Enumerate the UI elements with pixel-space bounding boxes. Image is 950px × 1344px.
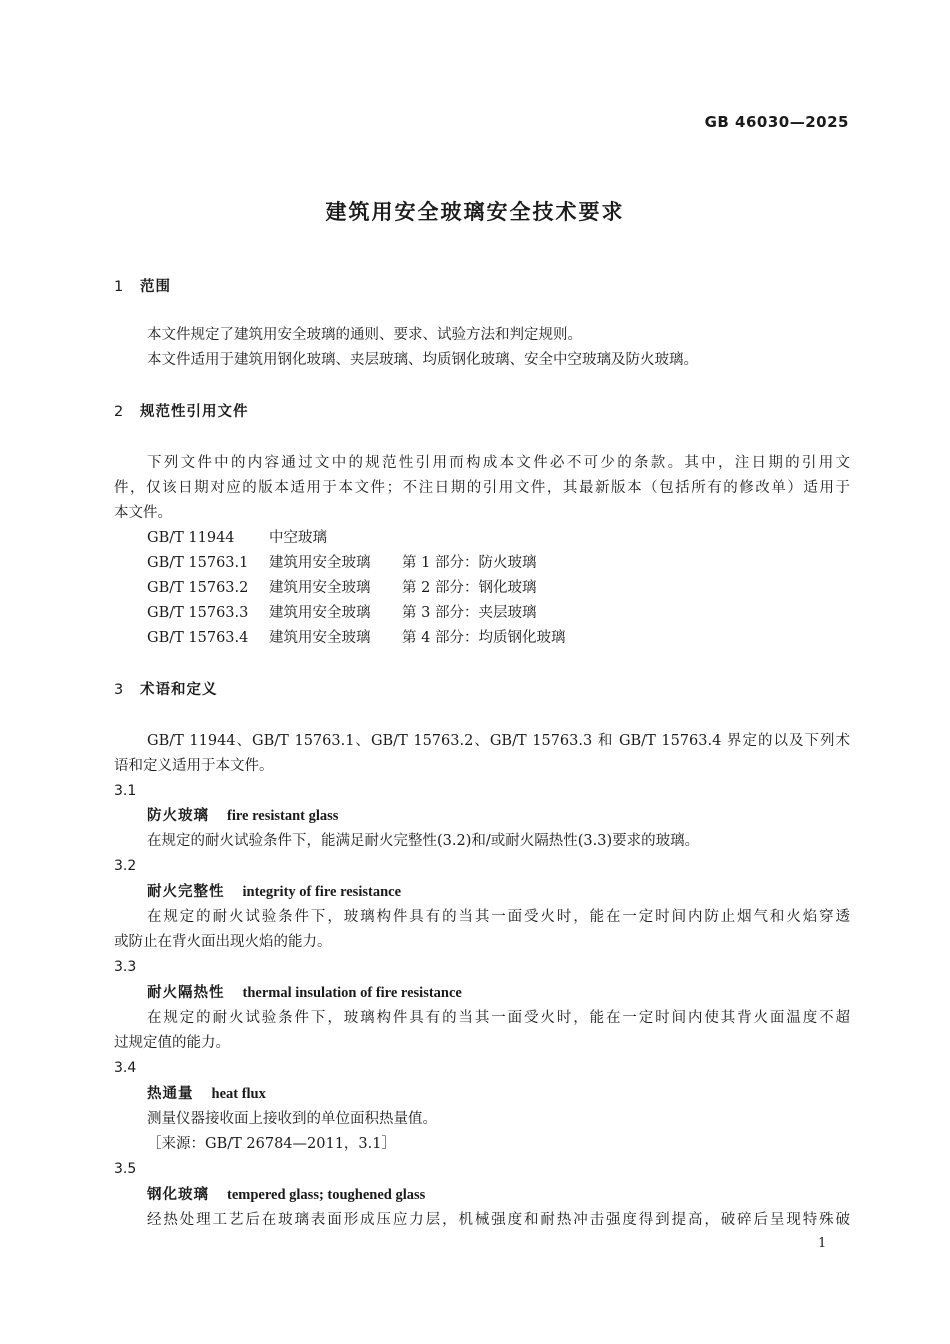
reference-item	[147, 551, 850, 576]
term-english: thermal insulation of fire resistance	[242, 985, 462, 1001]
term-chinese: 耐火完整性	[147, 884, 225, 900]
term-definition: 在规定的耐火试验条件下，玻璃构件具有的当其一面受火时，能在一定时间内使其背火面温度不超	[147, 1010, 850, 1026]
section-2-heading	[114, 400, 850, 425]
term-number: 3.4	[114, 1060, 137, 1076]
paragraph-line: 本文件。	[114, 505, 172, 521]
reference-code: GB/T 11944	[147, 530, 235, 546]
term-chinese: 耐火隔热性	[147, 985, 225, 1001]
section-title: 范围	[140, 279, 171, 295]
term-number: 3.2	[114, 858, 137, 874]
paragraph-line: GB/T 11944、GB/T 15763.1、GB/T 15763.2、GB/T 15763.3 和 GB/T 15763.4 界定的以及下列术	[147, 733, 850, 749]
term-chinese: 钢化玻璃	[147, 1187, 209, 1203]
reference-part: 第 1 部分：防火玻璃	[402, 555, 537, 571]
reference-part: 第 4 部分：均质钢化玻璃	[402, 630, 566, 646]
reference-name: 建筑用安全玻璃	[269, 630, 371, 646]
reference-name: 中空玻璃	[269, 530, 327, 546]
paragraph-line: 语和定义适用于本文件。	[114, 758, 274, 774]
term-definition: 经热处理工艺后在玻璃表面形成压应力层，机械强度和耐热冲击强度得到提高，破碎后呈现特殊破	[147, 1212, 850, 1228]
section-title: 术语和定义	[140, 682, 218, 698]
reference-code: GB/T 15763.3	[147, 605, 249, 621]
reference-part: 第 3 部分：夹层玻璃	[402, 605, 537, 621]
term-heading	[147, 1183, 850, 1208]
term-number: 3.1	[114, 783, 137, 799]
section-3-heading	[114, 678, 850, 703]
section-1-heading	[114, 275, 850, 300]
term-definition: 在规定的耐火试验条件下，能满足耐火完整性(3.2)和/或耐火隔热性(3.3)要求的玻璃。	[147, 833, 700, 849]
section-number: 1	[114, 279, 125, 295]
term-chinese: 热通量	[147, 1086, 194, 1102]
reference-item	[147, 626, 850, 651]
reference-name: 建筑用安全玻璃	[269, 605, 371, 621]
section-number: 2	[114, 404, 125, 420]
term-definition: 在规定的耐火试验条件下，玻璃构件具有的当其一面受火时，能在一定时间内防止烟气和火焰穿透	[147, 909, 850, 925]
term-english: integrity of fire resistance	[242, 884, 402, 900]
reference-item	[147, 576, 850, 601]
term-number: 3.5	[114, 1161, 137, 1177]
section-title: 规范性引用文件	[140, 404, 249, 420]
reference-name: 建筑用安全玻璃	[269, 555, 371, 571]
section-number: 3	[114, 682, 125, 698]
reference-code: GB/T 15763.4	[147, 630, 249, 646]
term-chinese: 防火玻璃	[147, 808, 209, 824]
term-heading	[147, 1082, 850, 1107]
paragraph: 本文件规定了建筑用安全玻璃的通则、要求、试验方法和判定规则。	[147, 327, 582, 343]
term-heading	[147, 981, 850, 1006]
term-heading	[147, 804, 850, 829]
term-definition: 测量仪器接收面上接收到的单位面积热量值。	[147, 1111, 437, 1127]
paragraph-line: 件，仅该日期对应的版本适用于本文件；不注日期的引用文件，其最新版本（包括所有的修改单）适用于	[114, 480, 850, 496]
reference-code: GB/T 15763.2	[147, 580, 249, 596]
reference-code: GB/T 15763.1	[147, 555, 249, 571]
term-english: heat flux	[211, 1086, 266, 1102]
term-english: fire resistant glass	[227, 808, 339, 824]
term-definition: 过规定值的能力。	[114, 1035, 230, 1051]
reference-item	[147, 526, 850, 551]
standard-number: GB 46030—2025	[704, 113, 849, 131]
reference-item	[147, 601, 850, 626]
document-title: 建筑用安全玻璃安全技术要求	[325, 200, 625, 224]
paragraph-line: 下列文件中的内容通过文中的规范性引用而构成本文件必不可少的条款。其中，注日期的引用文	[147, 455, 850, 471]
term-definition: 或防止在背火面出现火焰的能力。	[114, 934, 332, 950]
reference-name: 建筑用安全玻璃	[269, 580, 371, 596]
page-number: 1	[818, 1236, 827, 1251]
term-english: tempered glass; toughened glass	[227, 1187, 426, 1203]
term-heading	[147, 880, 850, 905]
term-number: 3.3	[114, 959, 137, 975]
term-source: ［来源：GB/T 26784—2011，3.1］	[147, 1136, 396, 1152]
paragraph: 本文件适用于建筑用钢化玻璃、夹层玻璃、均质钢化玻璃、安全中空玻璃及防火玻璃。	[147, 352, 698, 368]
reference-part: 第 2 部分：钢化玻璃	[402, 580, 537, 596]
